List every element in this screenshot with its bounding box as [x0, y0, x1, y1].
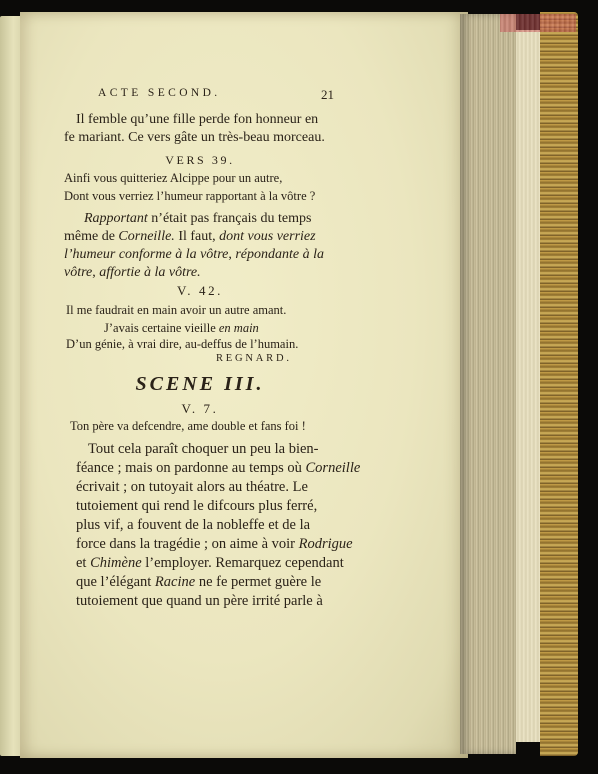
- verse1-line1: Ainfi vous quitteriez Alcippe pour un autre,: [64, 171, 283, 185]
- para2-line4: [64, 266, 201, 280]
- heading-v-7: V. 7.: [181, 401, 219, 416]
- para2-italic: affortie à la vôtre.: [99, 265, 201, 280]
- para3-text: ne fe permet guère le: [195, 574, 322, 590]
- heading-v-42: V. 42.: [176, 283, 224, 298]
- para3-text: que l’élégant: [76, 574, 155, 590]
- para3-italic: Chimène: [90, 555, 142, 571]
- heading-vers-39: VERS 39.: [165, 153, 235, 167]
- verse2-line2: [104, 322, 259, 335]
- para3-italic: Rodrigue: [298, 536, 353, 552]
- para2-text: ,: [92, 265, 100, 280]
- verse2-line3: D’un génie, à vrai dire, au-deffus de l’humain.: [66, 337, 299, 351]
- para2-italic: Corneille.: [118, 229, 175, 244]
- para3-line2: [76, 461, 360, 476]
- para2-italic: dont vous verriez: [219, 229, 316, 244]
- attribution-regnard: REGNARD.: [216, 353, 292, 364]
- gilt-cover-edge: [540, 12, 578, 756]
- para3-text: féance ; mais on pardonne au temps où: [76, 460, 306, 476]
- para2-line1: [84, 212, 311, 226]
- facing-page-edge: [0, 16, 22, 756]
- verse2-italic: en main: [218, 321, 259, 335]
- para3-italic: Racine: [154, 574, 196, 590]
- para2-text: même de: [64, 229, 119, 244]
- para3-line6: [76, 537, 353, 552]
- running-head-title: ACTE SECOND.: [98, 87, 221, 99]
- para3-line8: [76, 575, 321, 590]
- page-block-edges: [460, 14, 516, 754]
- para2-text: n’était pas français du temps: [147, 211, 312, 226]
- para2-text: Il faut,: [174, 229, 220, 244]
- para3-text: force dans la tragédie ; on aime à voir: [76, 536, 299, 552]
- verse3-line: Ton père va defcendre, ame double et fans foi !: [70, 419, 306, 433]
- verse1-line2: Dont vous verriez l’humeur rapportant à la vôtre ?: [64, 189, 316, 203]
- marbled-endpaper: [500, 14, 576, 32]
- para1-line1: Il femble qu’une fille perde fon honneur en: [76, 112, 319, 127]
- para2-line2: [64, 230, 316, 244]
- para2-italic: vôtre: [64, 265, 93, 280]
- verse2-line1: Il me faudrait en main avoir un autre amant.: [66, 303, 287, 317]
- para2-text: ,: [228, 247, 236, 262]
- running-head: [98, 88, 334, 101]
- scene-heading: SCENE III.: [135, 373, 265, 395]
- verse2-text: J’avais certaine vieille: [104, 321, 219, 335]
- para2-italic: Rapportant: [84, 211, 148, 226]
- page-block-fore-edge: [516, 30, 542, 742]
- para3-line3: écrivait ; on tutoyait alors au théatre. Le: [76, 479, 308, 495]
- para3-text: l’employer. Remarquez cependant: [141, 555, 344, 571]
- page-number: 21: [321, 87, 334, 102]
- para3-line9: tutoiement que quand un père irrité parle à: [76, 593, 323, 609]
- para1-line2: fe mariant. Ce vers gâte un très-beau morceau.: [64, 130, 325, 145]
- para2-italic: l’humeur conforme à la vôtre: [64, 247, 229, 262]
- para2-italic: répondante à la: [235, 247, 324, 262]
- para3-line7: [76, 556, 344, 571]
- para3-line1: Tout cela paraît choquer un peu la bien-: [88, 441, 319, 457]
- para3-line4: tutoiement qui rend le difcours plus ferré,: [76, 498, 318, 514]
- para3-line5: plus vif, a fouvent de la nobleffe et de la: [76, 517, 311, 533]
- para3-italic: Corneille: [305, 460, 361, 476]
- para2-line3: [64, 248, 324, 262]
- para3-text: et: [76, 555, 91, 571]
